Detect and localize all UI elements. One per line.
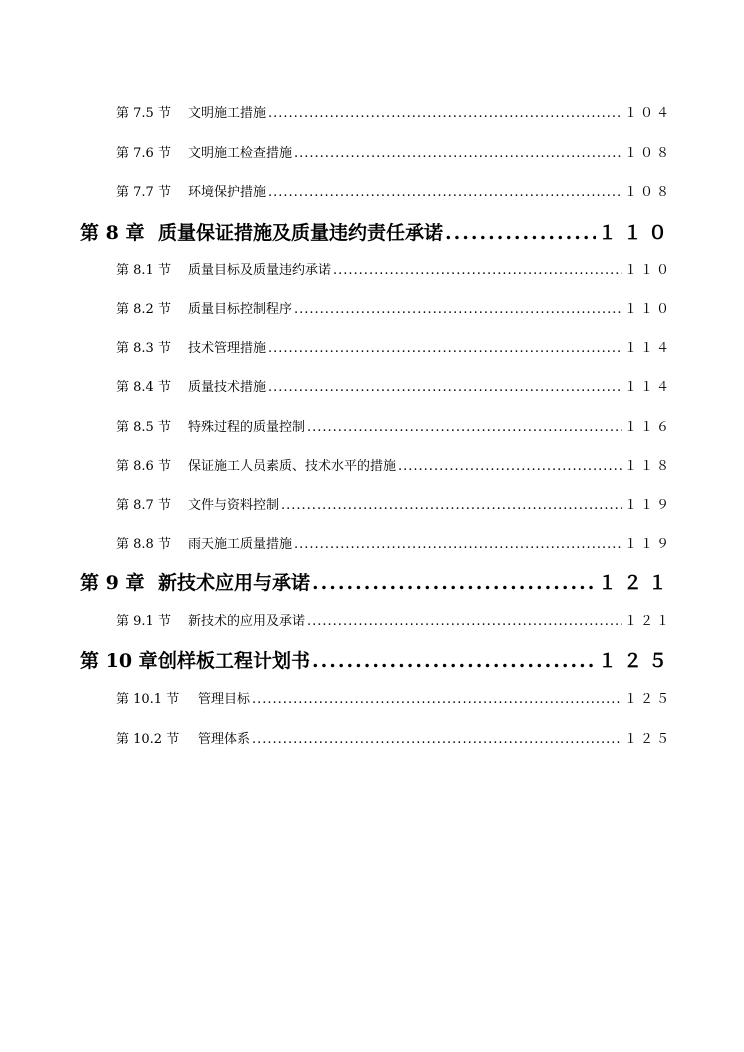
toc-page-number: １１９ (623, 537, 672, 552)
toc-section-title: 质量技术措施 (188, 380, 267, 395)
toc-dot-leader (312, 647, 596, 675)
toc-section-number: 第 8.3 节 (116, 341, 171, 356)
toc-dot-leader (307, 418, 622, 438)
toc-section-title: 文明施工检查措施 (188, 146, 293, 161)
toc-dot-leader (252, 690, 622, 710)
toc-chapter-number: 第 10 章 (80, 650, 158, 672)
toc-page-number: １２５ (623, 692, 672, 707)
toc-entry-10-2[interactable] (116, 730, 672, 750)
toc-section-number: 第 8.5 节 (116, 420, 171, 435)
toc-page-number: １１４ (623, 341, 672, 356)
toc-dot-leader (294, 300, 622, 320)
toc-section-title: 特殊过程的质量控制 (188, 420, 306, 435)
toc-page-number: １１４ (623, 380, 672, 395)
toc-section-number: 第 8.8 节 (116, 537, 171, 552)
toc-section-title: 新技术的应用及承诺 (188, 614, 306, 629)
toc-entry-8-5[interactable] (116, 418, 672, 438)
toc-dot-leader (281, 496, 622, 516)
toc-section-title: 保证施工人员素质、技术水平的措施 (188, 459, 397, 474)
toc-section-title: 文明施工措施 (188, 106, 267, 121)
toc-dot-leader (294, 535, 622, 555)
toc-section-number: 第 7.6 节 (116, 146, 171, 161)
toc-entry-chapter-8[interactable] (80, 219, 673, 247)
toc-dot-leader (307, 612, 622, 632)
toc-entry-8-1[interactable] (116, 261, 672, 281)
toc-page-number: １０８ (623, 146, 672, 161)
toc-dot-leader (294, 144, 622, 164)
toc-section-title: 管理体系 (198, 732, 251, 747)
toc-entry-8-8[interactable] (116, 535, 672, 555)
toc-dot-leader (268, 104, 622, 124)
toc-entry-7-5[interactable] (116, 104, 672, 124)
toc-section-title: 文件与资料控制 (188, 498, 280, 513)
toc-page-number: １１０ (623, 302, 672, 317)
toc-dot-leader (252, 730, 622, 750)
toc-page-number: １０８ (623, 185, 672, 200)
toc-chapter-number: 第 8 章 (80, 222, 145, 244)
toc-page-number: １２５ (597, 650, 673, 672)
toc-section-title: 技术管理措施 (188, 341, 267, 356)
toc-entry-7-7[interactable] (116, 183, 672, 203)
toc-chapter-title: 新技术应用与承诺 (158, 572, 311, 594)
toc-page-number: １２５ (623, 732, 672, 747)
toc-dot-leader (268, 183, 622, 203)
toc-section-number: 第 8.1 节 (116, 263, 171, 278)
toc-section-number: 第 10.2 节 (116, 732, 180, 747)
toc-section-number: 第 7.7 节 (116, 185, 171, 200)
toc-entry-8-4[interactable] (116, 378, 672, 398)
toc-section-number: 第 8.6 节 (116, 459, 171, 474)
toc-page-number: １１０ (623, 263, 672, 278)
toc-dot-leader (312, 569, 596, 597)
toc-chapter-title: 创样板工程计划书 (158, 650, 311, 672)
toc-section-title: 质量目标及质量违约承诺 (188, 263, 332, 278)
toc-entry-10-1[interactable] (116, 690, 672, 710)
toc-entry-8-2[interactable] (116, 300, 672, 320)
toc-page-number: １１６ (623, 420, 672, 435)
toc-entry-chapter-9[interactable] (80, 569, 673, 597)
toc-section-number: 第 9.1 节 (116, 614, 171, 629)
toc-entry-chapter-10[interactable] (80, 647, 673, 675)
toc-section-title: 雨天施工质量措施 (188, 537, 293, 552)
toc-page-number: １１０ (597, 222, 673, 244)
toc-section-number: 第 7.5 节 (116, 106, 171, 121)
toc-page-number: １２１ (623, 614, 672, 629)
toc-section-title: 质量目标控制程序 (188, 302, 293, 317)
toc-dot-leader (268, 339, 622, 359)
toc-section-number: 第 8.2 节 (116, 302, 171, 317)
toc-page-number: １１８ (623, 459, 672, 474)
toc-page-number: １２１ (597, 572, 673, 594)
toc-dot-leader (333, 261, 622, 281)
toc-dot-leader (445, 219, 596, 247)
toc-dot-leader (268, 378, 622, 398)
toc-entry-7-6[interactable] (116, 144, 672, 164)
toc-chapter-title: 质量保证措施及质量违约责任承诺 (158, 222, 444, 244)
toc-page-number: １０４ (623, 106, 672, 121)
toc-entry-8-7[interactable] (116, 496, 672, 516)
toc-entry-8-6[interactable] (116, 457, 672, 477)
toc-page-number: １１９ (623, 498, 672, 513)
toc-chapter-number: 第 9 章 (80, 572, 145, 594)
toc-entry-9-1[interactable] (116, 612, 672, 632)
toc-section-number: 第 10.1 节 (116, 692, 180, 707)
toc-section-number: 第 8.4 节 (116, 380, 171, 395)
toc-section-number: 第 8.7 节 (116, 498, 171, 513)
toc-section-title: 环境保护措施 (188, 185, 267, 200)
toc-dot-leader (398, 457, 622, 477)
toc-section-title: 管理目标 (198, 692, 251, 707)
toc-entry-8-3[interactable] (116, 339, 672, 359)
